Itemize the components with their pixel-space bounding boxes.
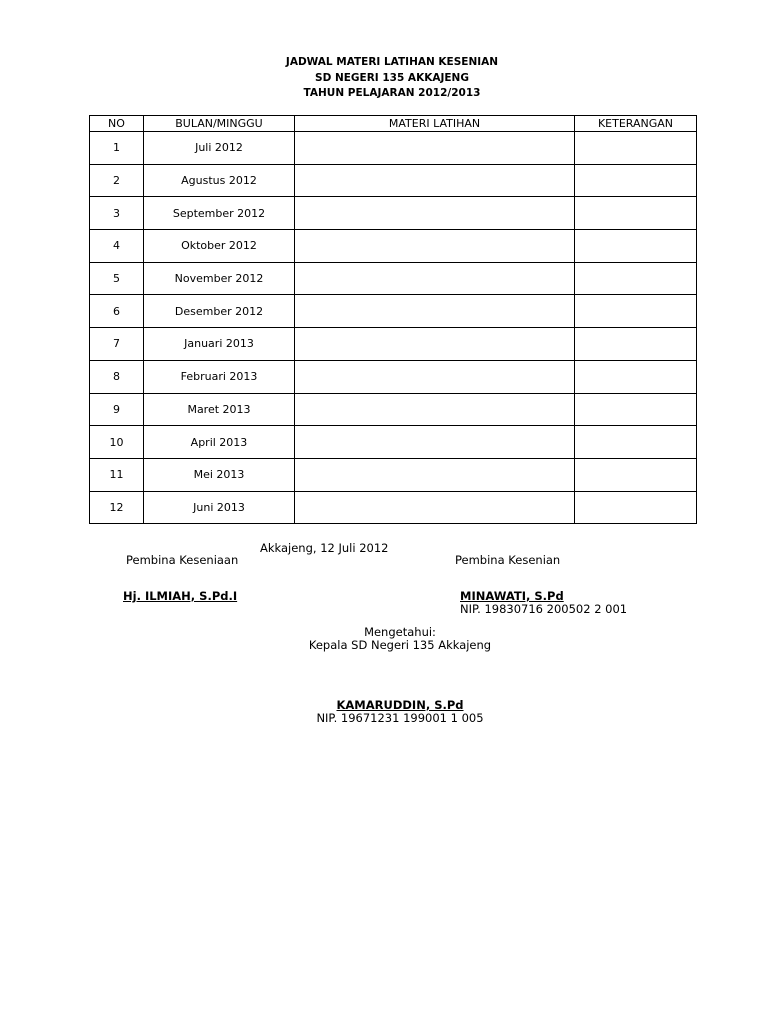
- cell-no: 3: [90, 197, 144, 230]
- cell-no: 6: [90, 295, 144, 328]
- cell-materi[interactable]: [295, 360, 575, 393]
- table-row: [90, 393, 697, 426]
- approval-role: Kepala SD Negeri 135 Akkajeng: [308, 638, 492, 652]
- cell-bulan: April 2013: [144, 426, 295, 459]
- cell-keterangan[interactable]: [575, 295, 697, 328]
- right-signer-name: MINAWATI, S.Pd: [460, 589, 564, 603]
- title-line-1: JADWAL MATERI LATIHAN KESENIAN: [285, 56, 499, 68]
- cell-keterangan[interactable]: [575, 491, 697, 524]
- cell-materi[interactable]: [295, 458, 575, 491]
- table-row: [90, 197, 697, 230]
- cell-bulan: Februari 2013: [144, 360, 295, 393]
- table-row: [90, 262, 697, 295]
- title-line-3: TAHUN PELAJARAN 2012/2013: [303, 87, 481, 99]
- cell-bulan: Mei 2013: [144, 458, 295, 491]
- cell-materi[interactable]: [295, 132, 575, 165]
- cell-keterangan[interactable]: [575, 328, 697, 361]
- cell-keterangan[interactable]: [575, 393, 697, 426]
- cell-keterangan[interactable]: [575, 230, 697, 263]
- cell-no: 12: [90, 491, 144, 524]
- cell-materi[interactable]: [295, 164, 575, 197]
- cell-no: 9: [90, 393, 144, 426]
- column-header-bulan: BULAN/MINGGU: [144, 116, 295, 132]
- cell-bulan: Agustus 2012: [144, 164, 295, 197]
- left-signer-name: Hj. ILMIAH, S.Pd.I: [123, 589, 238, 603]
- title-line-2: SD NEGERI 135 AKKAJENG: [315, 71, 469, 84]
- cell-no: 11: [90, 458, 144, 491]
- left-signer-role: Pembina Keseniaan: [126, 553, 239, 567]
- table-row: [90, 132, 697, 165]
- cell-no: 2: [90, 164, 144, 197]
- cell-keterangan[interactable]: [575, 458, 697, 491]
- cell-materi[interactable]: [295, 426, 575, 459]
- table-row: [90, 458, 697, 491]
- cell-keterangan[interactable]: [575, 164, 697, 197]
- place-date: Akkajeng, 12 Juli 2012: [260, 541, 389, 555]
- approval-name: KAMARUDDIN, S.Pd: [336, 698, 464, 712]
- cell-bulan: Maret 2013: [144, 393, 295, 426]
- right-signer-role: Pembina Kesenian: [455, 553, 561, 567]
- cell-bulan: November 2012: [144, 262, 295, 295]
- cell-no: 4: [90, 230, 144, 263]
- column-header-keterangan: KETERANGAN: [575, 116, 697, 132]
- column-header-materi: MATERI LATIHAN: [295, 116, 575, 132]
- cell-materi[interactable]: [295, 295, 575, 328]
- approval-nip: NIP. 19671231 199001 1 005: [316, 711, 484, 725]
- right-signer-nip: NIP. 19830716 200502 2 001: [460, 602, 628, 616]
- cell-keterangan[interactable]: [575, 426, 697, 459]
- table-row: [90, 230, 697, 263]
- cell-materi[interactable]: [295, 328, 575, 361]
- column-header-no: NO: [90, 116, 144, 132]
- document-title: [0, 55, 768, 102]
- table-row: [90, 164, 697, 197]
- approval-label: Mengetahui:: [364, 625, 436, 639]
- table-header-row: [90, 116, 697, 132]
- schedule-table: [89, 115, 697, 524]
- cell-no: 7: [90, 328, 144, 361]
- cell-bulan: Juni 2013: [144, 491, 295, 524]
- cell-bulan: Desember 2012: [144, 295, 295, 328]
- cell-materi[interactable]: [295, 230, 575, 263]
- table-row: [90, 328, 697, 361]
- cell-materi[interactable]: [295, 197, 575, 230]
- cell-materi[interactable]: [295, 393, 575, 426]
- table-row: [90, 426, 697, 459]
- cell-no: 8: [90, 360, 144, 393]
- cell-keterangan[interactable]: [575, 360, 697, 393]
- cell-no: 1: [90, 132, 144, 165]
- cell-keterangan[interactable]: [575, 132, 697, 165]
- cell-keterangan[interactable]: [575, 262, 697, 295]
- table-row: [90, 491, 697, 524]
- cell-bulan: September 2012: [144, 197, 295, 230]
- table-row: [90, 295, 697, 328]
- cell-no: 5: [90, 262, 144, 295]
- table-row: [90, 360, 697, 393]
- cell-bulan: Januari 2013: [144, 328, 295, 361]
- cell-no: 10: [90, 426, 144, 459]
- cell-materi[interactable]: [295, 491, 575, 524]
- cell-keterangan[interactable]: [575, 197, 697, 230]
- cell-materi[interactable]: [295, 262, 575, 295]
- cell-bulan: Oktober 2012: [144, 230, 295, 263]
- cell-bulan: Juli 2012: [144, 132, 295, 165]
